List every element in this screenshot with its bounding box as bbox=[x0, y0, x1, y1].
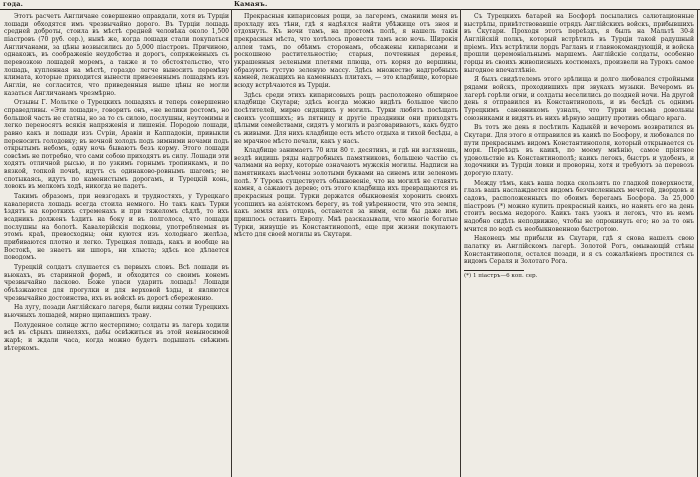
paragraph: Съ Турецкихъ батарей на Босфорѣ посылались салютационные выстрѣлы, привѣтствовавшіе отрядъ Англійскихъ войскъ, прибывшихъ въ Скутари. Проходя этотъ переѣздъ, я былъ на Мальтѣ 30-й Англійскій полкъ, который встрѣтилъ въ Турціи такой радушный пріемъ. Ихъ встрѣтили лордъ Рагланъ и главнокомандующій, и войска прошли церемоніальнымъ маршемъ. Англійскіе солдаты, особенно горцы въ своихъ живописныхъ костюмахъ, произвели на Турокъ самое выгодное впечатлѣніе. bbox=[464, 13, 694, 74]
text-column-2 bbox=[234, 13, 458, 475]
text-column-3 bbox=[464, 13, 694, 475]
page-edge-rule bbox=[697, 9, 698, 477]
paragraph: Полуденное солнце жгло нестерпимо; солдаты въ лагерь ходили всѣ въ сѣрыхъ шинеляхъ, дабы освѣжиться въ этой невыносимой жарѣ; и ждали часа, когда можно будетъ подышать свѣжимъ вѣтеркомъ. bbox=[4, 321, 229, 352]
text-column-1 bbox=[4, 13, 229, 475]
page-header bbox=[0, 0, 700, 10]
paragraph: Наконецъ мы прибыли въ Скутари, гдѣ я снова нашелъ свою палатку въ Англійскомъ лагерѣ. Золотой Рогъ, омывающій стѣны Константинополя, остался позади, и я съ сожалѣніемъ простился съ видомъ Сераля и Золотаго Рога. bbox=[464, 235, 694, 266]
paragraph: Между тѣмъ, какъ ваша лодка скользитъ по гладкой поверхности, глазъ вашъ наслаждается видомъ безчисленныхъ мечетей, дворцовъ и садовъ, расположенныхъ по обоимъ берегамъ Босфора. За 25,000 піастровъ (*) можно купить прекрасный каикъ, но нанять его на день стоитъ весьма недорого. Каикъ такъ узокъ и легокъ, что въ немъ надобно сидѣть неподвижно, чтобы не опрокинуть его; но за то онъ мчится по водѣ съ необыкновенною быстротою. bbox=[464, 179, 694, 233]
paragraph: На лугу, позади Англійскаго лагеря, были видны сотни Турецкихъ вьючныхъ лошадей, мирно щипавшихъ траву. bbox=[4, 304, 229, 319]
column-divider bbox=[231, 9, 232, 477]
paragraph: Этотъ расчетъ Англичане совершенно оправдали, хотя въ Турціи лошади обходятся имъ чрезвычайно дорого. Въ Турціи лошадь средней доброты, стоила въ мѣстѣ средней человѣка около 1,500 піастровъ (70 руб. сер.), нынѣ же, когда лошади стали покупаться Англичанами, за цѣны возвысились до 5,000 піастровъ. Причиною, однакожъ, въ соображеніе неудобства и дорогъ, сопряженныхъ съ перевозкою лошадей моремъ, а также и то обстоятельство, что лошадь, купленная на мѣстѣ, гораздо легче выноситъ перемѣну климата, которые приходится вынести привезеннымъ лошадямъ изъ Англіи, не согласится, что приведенныя выше цѣны не могли казаться Англичанамъ чрезмѣрно. bbox=[4, 13, 229, 97]
paragraph: Турецкій солдатъ слушается съ первыхъ словъ. Всѣ лошади въ вьюкахъ, въ старинной формѣ, и обходится со своимъ конемъ чрезвычайно ласково. Боже упаси ударить лошадь! Лошади объѣзжаются для прогулки и для верховой ѣзды, и являются чрезвычайно достоинства, ихъ въ войскѣ въ дорогѣ сбережению. bbox=[4, 264, 229, 302]
paragraph: Кладбище занимаетъ 70 или 80 т. десятинъ, и гдѣ ни взглянешь, вездѣ видишь ряды надгробныхъ памятниковъ, большею частію съ чалмами на верху, которые означаютъ мужскія могилы. Надписи на памятникахъ высѣчены золотыми буквами на синемъ или зеленомъ полѣ. У Турокъ существуетъ обыкновеніе, что на могилѣ не ставятъ камня, а сажаютъ дерево; отъ этого кладбища ихъ превращаются въ прекрасныя рощи. Турки держатся обыкновенія хоронить своихъ усопшихъ на азіятскомъ берегу, въ той увѣренности, что эта земля, какъ земля ихъ отцовъ, останется за ними, если бы даже имъ пришлось оставить Европу. Мнѣ разсказывали, что многіе богатые Турки, живущіе въ Константинополѣ, еще при жизни покупаютъ мѣсто для своей могилы въ Скутари. bbox=[234, 147, 458, 239]
header-rule bbox=[0, 9, 700, 10]
paragraph: Отзывы Г. Мольтке о Турецкихъ лошадяхъ и теперь совершенно справедливы. «Эти лошади», говоритъ онъ, «не велики ростомъ, но большой часть не статны, но за то съ силою, послушны, неутомимы и легко переносятъ всякія напряженія и лишенія. Породою лошади, равно какъ и лошади изъ Сѵріи, Аравіи и Каппадокіи, привыкли переносить голодовку; въ ночной холодъ подъ зимними ночами подъ открытымъ небомъ, одну ночь бываютъ безъ корму. Этого лошади совсѣмъ не потребно, что сами собою приходятъ въ силу. Лошади эти ходятъ отличной рысью, и по узкимъ горнымъ тропинкамъ, и по вязкой, топкой почвѣ, идутъ съ одинаково-ровнымъ шагомъ; не спотыкаясь, идутъ по каменистымъ дорогамъ, и Турецкій конь, ловокъ въ мелкомъ ходѣ, никогда не падетъ. bbox=[4, 99, 229, 191]
footnote-rule bbox=[464, 270, 524, 271]
header-middle-text: Камаяъ. bbox=[234, 0, 268, 8]
paragraph: Я былъ свидѣтелемъ этого зрѣлища и долго любовался стройными рядами войскъ, проходившихъ при звукахъ музыки. Вечеромъ въ лагерѣ горѣли огни, и солдаты веселились до поздней ночи. На другой день я отправился въ Константинополь, и въ бесѣдѣ съ однимъ Турецкимъ сановникомъ узналъ, что Турки весьма довольны союзниками и видятъ въ нихъ вѣрную защиту противъ общаго врага. bbox=[464, 76, 694, 122]
paragraph: Такимъ образомъ, при невзгодахъ и трудностяхъ, у Турецкаго кавалериста лошадь всегда стоила немного. Но такъ какъ Турки ѣздятъ на короткихъ стременахъ и при тяжеломъ сѣдлѣ, то ихъ всадникъ долженъ ѣздить на боку и въ полголоса, что лошади послушны на болотѣ. Кавалерійскія подковы, употребляемыя въ этомъ краѣ, превосходны; они куются изъ холоднаго желѣза, прибиваются плотно и легко. Турецкая лошадь, какъ и вообще на Востокѣ, не знаетъ ни шпоръ, ни хлыста; здѣсь все дѣлается поводомъ. bbox=[4, 193, 229, 262]
column-divider bbox=[460, 9, 461, 477]
paragraph: Въ тотъ же день я посѣтилъ Кадыкёй и вечеромъ возвратился въ Скутари. Для этого я отправился въ каикѣ по Босфору, и любовался по пути прекраснымъ видомъ Константинополя, который открывается съ моря. Переѣздъ въ каикѣ, по моему мнѣнію, самое пріятное удовольствіе въ Константинополѣ; каикъ легокъ, быстръ и удобенъ, и лодочники въ Турціи ловки и проворны, хотя и требуютъ за перевозъ дорогую плату. bbox=[464, 124, 694, 178]
paragraph: Здѣсь среди этихъ кипарисовыхъ рощъ расположено обширное кладбище Скутари; здѣсь всегда можно видѣть большое число посѣтителей, мирно сидящихъ у могилъ. Турки любятъ посѣщать своихъ усопшихъ; въ пятницу и другіе праздники они приходятъ цѣлыми семействами, сидятъ у могилъ и разговариваютъ, какъ будто съ живыми. Для нихъ кладбище есть мѣсто отдыха и тихой бесѣды, а не мрачное мѣсто печали, какъ у насъ. bbox=[234, 91, 458, 145]
footnote: (*) 1 піастръ—6 коп. сер. bbox=[464, 273, 538, 279]
header-left-text: года. bbox=[3, 0, 24, 8]
paragraph: Прекрасныя кипарисовыя рощи, за лагеремъ, сманили меня въ прохладу ихъ тѣни, гдѣ я надѣялся найти убѣжище отъ зноя и отдохнуть. Къ ночи тамъ, на простомъ полѣ, я нашелъ такія прекрасныя мѣста, что хотѣлось провести тамъ всю ночь. Широкія аллеи тамъ, по обѣимъ сторонамъ, обсажены кипарисами и роскошною растительностію; старыя, почтенныя деревья, украшенныя зелеными плетями плюща, отъ корня до вершины, образуютъ густую зеленую массу. Здѣсь множество надгробныхъ камней, лежащихъ на каменныхъ плитахъ, — это кладбище, которые всюду встрѣчаются въ Турціи. bbox=[234, 13, 458, 89]
